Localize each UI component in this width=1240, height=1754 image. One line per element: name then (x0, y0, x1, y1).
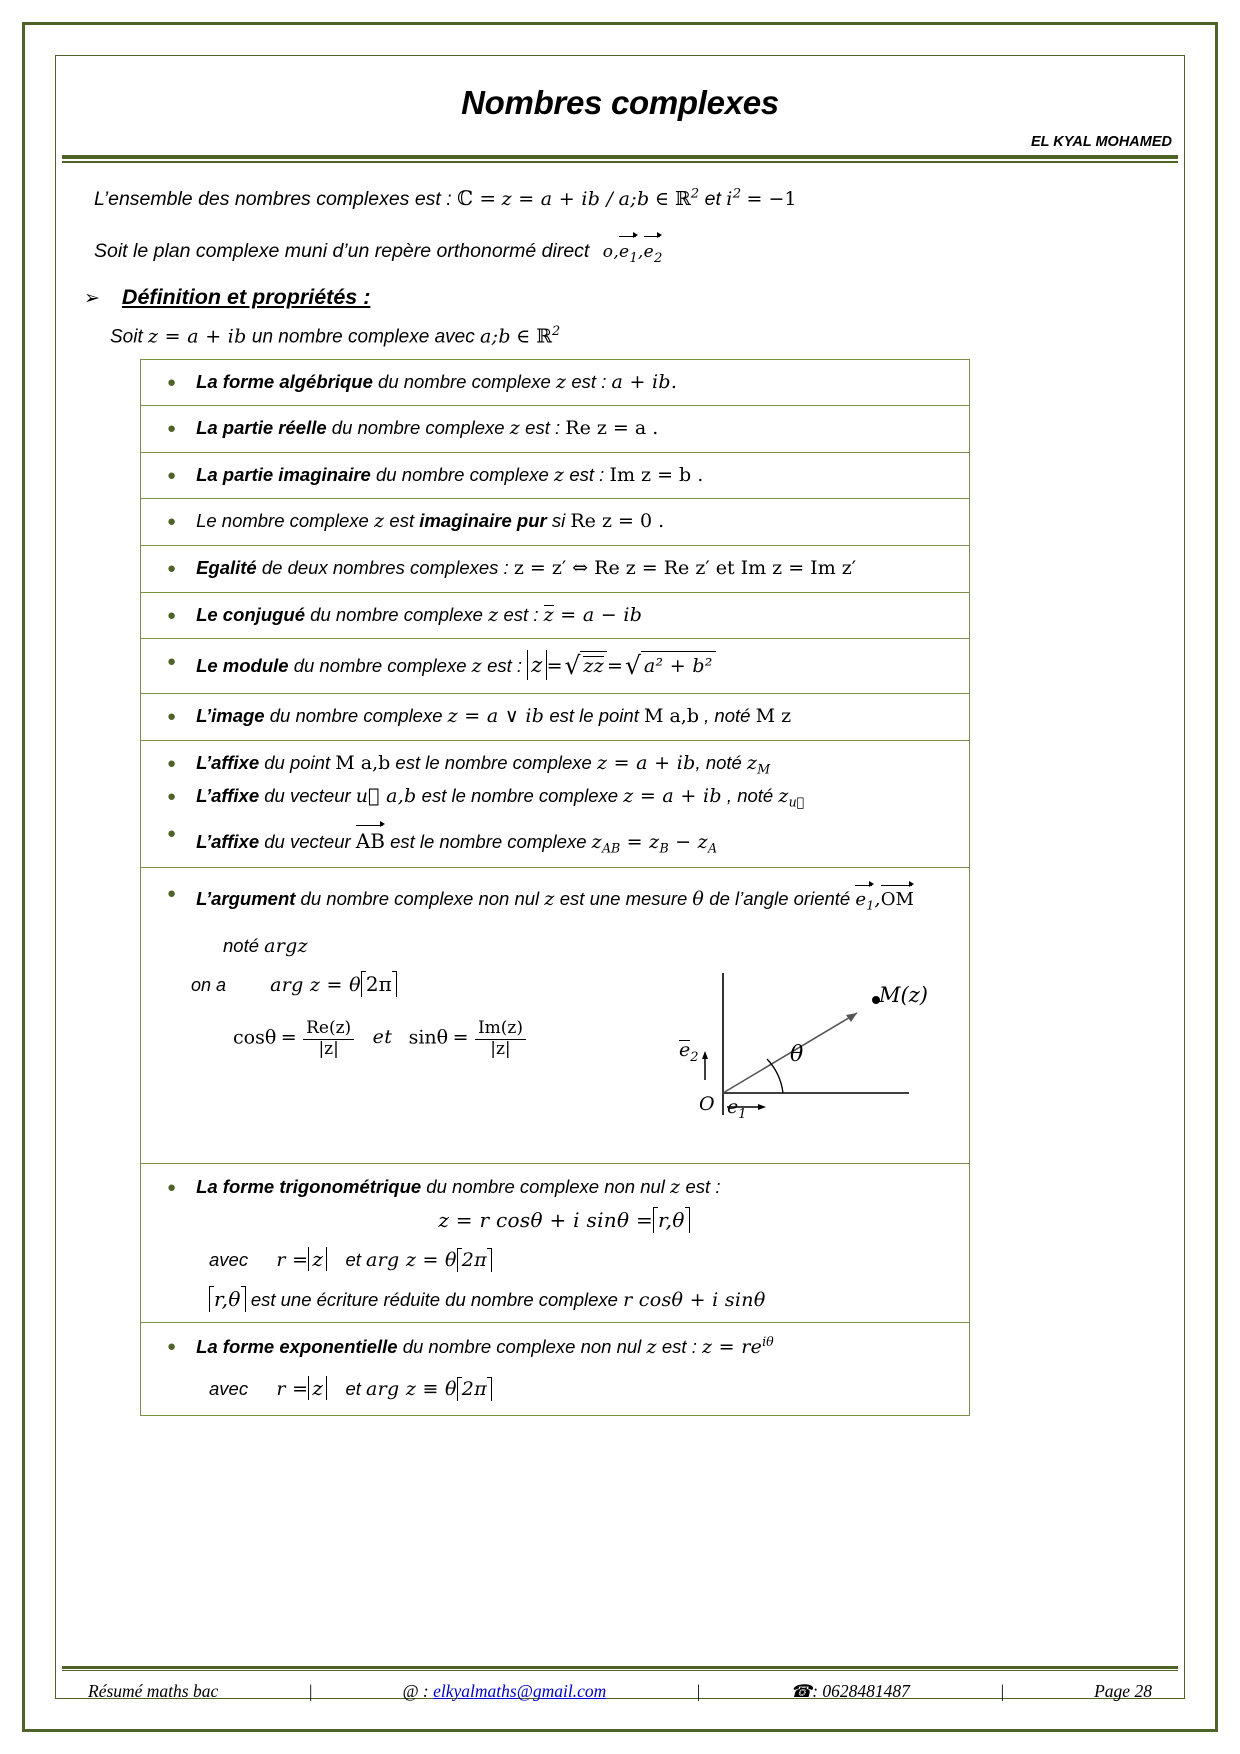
table-row (141, 546, 969, 593)
prop-text-est: est : (498, 603, 544, 625)
footer-phone-block (790, 1681, 910, 1702)
trigonometric-r-label: r = (276, 1249, 309, 1272)
footer-phone-number: : 0628481487 (812, 1681, 910, 1701)
prop-module (196, 648, 961, 684)
bullet-icon: ● (167, 754, 177, 772)
prop-text-mid: du nombre complexe (264, 705, 448, 727)
soit-math-exp: 2 (552, 324, 561, 340)
bullet-icon: ● (167, 373, 177, 391)
prop-math-eq1: = (546, 655, 563, 678)
argument-ona-label: on a (191, 974, 227, 995)
soit-line (62, 324, 1178, 348)
trigonometric-heading (167, 1174, 961, 1202)
prop-math-result: a + ib. (611, 370, 678, 393)
bullet-icon: ● (167, 708, 177, 726)
prop-math-result: Im z = b . (609, 463, 704, 486)
math-c-set: ℂ = (457, 186, 497, 210)
prop-text-est: est : (680, 1175, 721, 1197)
exponential-abs-z: z (308, 1376, 327, 1400)
prop-math-z: z (555, 370, 567, 393)
intro-line-repere (94, 231, 1178, 268)
exponential-block (141, 1323, 969, 1415)
arrow-bullet-icon: ➢ (84, 288, 100, 310)
prop-math-result-sub: u⃗ (788, 794, 805, 810)
footer-row (62, 1681, 1178, 1702)
prop-math-z: z (471, 655, 482, 678)
prop-math-zb: = z (620, 830, 660, 853)
diagram-om-arrowhead (846, 1013, 857, 1022)
argument-cos-sin-line (191, 1019, 661, 1059)
footer-separator-1: | (307, 1681, 313, 1701)
prop-text-est: est le nombre complexe (416, 784, 624, 806)
prop-partie-reelle (196, 415, 961, 443)
exponential-avec-label: avec (209, 1378, 249, 1400)
prop-label: La forme exponentielle (196, 1336, 398, 1358)
prop-math-result: z = z′ ⇔ Re z = Re z′ et Im z = Im z′ (513, 556, 857, 579)
prop-text-mid: du vecteur (259, 784, 356, 806)
footer-email-block (402, 1681, 606, 1702)
exponential-formula-exponent: iθ (762, 1334, 774, 1350)
prop-math-result-sub: M (757, 761, 771, 777)
prop-math-z: z = a + ib (623, 784, 722, 807)
prop-text-note: , noté (699, 705, 756, 727)
math-e1: e (619, 241, 630, 262)
prop-math-vector-om (881, 880, 914, 913)
prop-sqrt-2 (623, 648, 716, 684)
argument-note-math: argz (264, 934, 308, 957)
trigonometric-note-math: r cosθ + i sinθ (623, 1289, 766, 1312)
prop-text-est: est le point (544, 705, 644, 727)
section-title: Définition et propriétés : (121, 285, 371, 310)
prop-affixe-point (196, 750, 961, 779)
prop-text-mesure: est une mesure (554, 887, 693, 909)
footer-page-number: Page 28 (1094, 1681, 1152, 1701)
prop-text-est: est : (564, 463, 610, 485)
prop-argument (196, 880, 961, 915)
page-footer (62, 1666, 1178, 1702)
prop-text-est: est : (481, 655, 528, 677)
math-i: i (726, 188, 733, 210)
prop-text-mid: du vecteur (259, 830, 356, 852)
prop-label: La forme algébrique (196, 370, 373, 392)
trigonometric-formula-bracket: r,θ (653, 1207, 690, 1233)
page-title: Nombres complexes (461, 84, 779, 121)
bullet-icon: ● (167, 824, 177, 842)
bullet-icon: ● (167, 653, 177, 671)
argument-ona-math: arg z = θ (270, 973, 361, 996)
document-header (62, 84, 1178, 163)
prop-text-est: est : (566, 370, 612, 392)
prop-math-z: z (670, 1175, 681, 1198)
phone-icon: ☎ (790, 1681, 813, 1701)
bullet-icon: ● (167, 559, 177, 577)
prop-math-vector-e1 (855, 880, 874, 915)
prop-math-result: z (746, 751, 758, 774)
prop-text-est: est : (520, 417, 566, 439)
header-divider (62, 155, 1178, 163)
prop-text-mid: du nombre complexe non nul (397, 1336, 647, 1358)
prop-text-mid: du point (259, 751, 336, 773)
exponential-arg-modulo: 2π (457, 1377, 492, 1401)
bullet-icon: ● (167, 466, 177, 484)
math-i-eq: = −1 (746, 188, 797, 210)
table-row (141, 593, 969, 640)
prop-text-est: est (384, 510, 420, 532)
math-e2-sub: 2 (653, 250, 663, 266)
prop-label: imaginaire pur (419, 510, 547, 532)
table-row (141, 781, 969, 814)
soit-math-z: z = a + ib (148, 325, 247, 348)
math-z-def: z = a + ib / (501, 188, 614, 210)
trigonometric-note-bracket: r,θ (209, 1286, 246, 1312)
prop-math-zb-sub: B (659, 840, 669, 856)
page-content (62, 62, 1178, 1692)
argument-note-label: noté (223, 934, 260, 956)
prop-text-est: est le nombre complexe (390, 751, 597, 773)
bullet-icon: ● (167, 513, 177, 531)
trigonometric-block (141, 1164, 969, 1324)
prop-math-comma: , (874, 887, 881, 910)
prop-label: Le module (196, 655, 289, 677)
prop-math-z: z = a + ib (596, 751, 696, 774)
table-row (141, 406, 969, 453)
soit-math-ab: a;b (480, 325, 511, 348)
prop-math-zab: z (591, 830, 602, 853)
prop-text-mid: du nombre complexe non nul (295, 887, 545, 909)
prop-math-result: Re z = 0 . (570, 510, 665, 533)
prop-text-start: Le nombre complexe (196, 510, 374, 532)
prop-math-vector-ab (356, 820, 385, 856)
argument-sin-den: |z| (475, 1039, 526, 1060)
prop-conjugue (196, 602, 961, 630)
prop-math-point: M a,b (643, 705, 700, 728)
table-row (141, 499, 969, 546)
prop-math-result: M z (755, 705, 792, 728)
prop-text-mid: du nombre complexe (370, 463, 554, 485)
table-row (141, 694, 969, 741)
soit-math-in: ∈ ℝ (516, 325, 552, 348)
prop-radicand-2: a² + b² (641, 651, 716, 681)
section-heading-definition (62, 285, 1178, 310)
prop-partie-imaginaire (196, 462, 961, 490)
prop-math-za-sub: A (707, 840, 718, 856)
math-ab: a;b (618, 188, 650, 210)
prop-text-mid: du nombre complexe (305, 603, 489, 625)
bullet-icon: ● (167, 1178, 177, 1196)
prop-text-mid: du nombre complexe (326, 417, 510, 439)
intro-section (62, 185, 1178, 267)
argument-note-line (167, 935, 961, 957)
diagram-label-e2-text: e (679, 1038, 691, 1061)
prop-label: L’affixe (196, 751, 260, 773)
prop-math-vector-u: u⃗ a,b (355, 784, 417, 807)
math-in-r: ∈ ℝ (654, 188, 691, 210)
intro-text-1: L’ensemble des nombres complexes est : (94, 188, 452, 210)
math-frame-comma: , (637, 241, 644, 262)
radical-sign-icon: √ (564, 651, 581, 681)
bullet-icon: ● (167, 1338, 177, 1356)
intro-et-1: et (704, 188, 721, 210)
prop-text-est: est : (656, 1336, 702, 1358)
prop-imaginaire-pur (196, 508, 961, 536)
prop-math-theta: θ (692, 887, 705, 910)
math-e2: e (643, 241, 654, 262)
soit-mid-text: un nombre complexe avec (251, 326, 475, 348)
prop-text-mid: du nombre complexe non nul (421, 1175, 671, 1197)
table-row (141, 814, 969, 868)
footer-divider (62, 1666, 1178, 1671)
table-row (141, 453, 969, 500)
bullet-icon: ● (167, 787, 177, 805)
math-origin-o: o, (602, 241, 620, 262)
prop-math-vector-ab-text: AB (355, 828, 385, 853)
table-row (141, 639, 969, 694)
footer-separator-2: | (695, 1681, 701, 1701)
intro-text-2: Soit le plan complexe muni d’un repère orthonormé direct (94, 239, 590, 262)
trigonometric-note-text: est une écriture réduite du nombre complexe (250, 1289, 624, 1311)
argument-sin-label: sinθ (408, 1026, 449, 1049)
exponential-avec-line (167, 1376, 961, 1401)
prop-math-result: z (778, 784, 789, 807)
exponential-r-label: r = (276, 1378, 309, 1401)
prop-radicand-1-text: zz (583, 655, 605, 678)
prop-affixe-vecteur-u (196, 783, 961, 812)
prop-radicand-1 (580, 651, 607, 681)
prop-math-zab-sub: AB (601, 840, 621, 856)
argument-formulas (167, 965, 661, 1155)
argument-heading (167, 880, 961, 915)
math-i-exp: 2 (732, 186, 742, 202)
prop-image (196, 703, 961, 731)
prop-label: L’affixe (196, 784, 260, 806)
prop-math-point: M a,b (335, 751, 391, 774)
prop-egalite (196, 555, 961, 583)
exponential-arg-math: arg z ≡ θ (366, 1378, 457, 1401)
math-e1-sub: 1 (629, 250, 638, 266)
prop-text-est: est le nombre complexe (384, 830, 592, 852)
author-name: EL KYAL MOHAMED (1031, 134, 1172, 150)
argument-cos-label: cosθ (233, 1026, 277, 1049)
prop-math-z: z (488, 603, 499, 626)
argument-sin-eq: = (452, 1026, 469, 1049)
prop-label: L’affixe (196, 830, 260, 852)
argument-body (167, 965, 961, 1155)
argument-ona-modulo: 2π (361, 971, 397, 997)
table-row (141, 741, 969, 781)
math-r-exp: 2 (690, 186, 700, 202)
diagram-label-e2 (679, 1039, 698, 1065)
diagram-label-e1-sub: 1 (738, 1106, 747, 1122)
diagram-label-origin: O (699, 1092, 715, 1115)
prop-math-eq2: = (607, 655, 623, 678)
argument-cos-fraction (303, 1019, 354, 1059)
diagram-label-theta: θ (790, 1041, 804, 1067)
soit-prefix: Soit (110, 326, 143, 348)
trigonometric-arg-math: arg z = θ (366, 1249, 457, 1272)
prop-text-note: , noté (695, 751, 747, 773)
argument-block (141, 868, 969, 1164)
trigonometric-et-label: et (345, 1249, 361, 1271)
prop-math-za: − z (668, 830, 708, 853)
prop-math-z: z (544, 887, 555, 910)
diagram-angle-arc (767, 1059, 783, 1093)
trigonometric-avec-line (167, 1247, 961, 1272)
diagram-e2-arrowhead (702, 1051, 708, 1059)
prop-sqrt-1 (562, 648, 607, 684)
trigonometric-note-line (167, 1286, 961, 1312)
prop-math-z: z (373, 510, 385, 533)
prop-forme-algebrique (196, 369, 961, 397)
diagram-label-e1 (727, 1096, 746, 1122)
intro-line-ensemble (94, 185, 1178, 213)
argument-ona-line (191, 971, 661, 997)
diagram-label-e2-sub: 2 (690, 1049, 699, 1065)
prop-label: Le conjugué (196, 603, 306, 625)
trigonometric-formula (167, 1207, 961, 1233)
prop-math-z: z (646, 1336, 657, 1359)
prop-text-mid: de deux nombres complexes : (256, 556, 514, 578)
table-row (141, 360, 969, 407)
prop-label: La partie imaginaire (196, 463, 371, 485)
footer-email-prefix: @ : (402, 1681, 434, 1701)
trigonometric-formula-text: z = r cosθ + i sinθ = (438, 1208, 654, 1233)
trigonometric-arg-modulo: 2π (457, 1248, 492, 1272)
exponential-et-label: et (345, 1378, 361, 1400)
prop-text-angle: de l’angle orienté (704, 887, 856, 909)
radical-sign-icon: √ (624, 651, 641, 681)
prop-math-e1-sub: 1 (866, 898, 875, 913)
prop-forme-trigonometrique (196, 1174, 961, 1202)
diagram-label-e1-text: e (727, 1095, 739, 1118)
argument-et-label: et (372, 1026, 393, 1049)
prop-math-zbar: z (543, 603, 554, 626)
argument-cos-eq: = (280, 1026, 297, 1049)
prop-math-z: z (509, 417, 521, 440)
prop-text-note: , noté (721, 784, 779, 806)
trigonometric-abs-z: z (308, 1247, 327, 1271)
prop-math-result: = a − ib (553, 603, 643, 626)
prop-text-mid: du nombre complexe (372, 370, 556, 392)
bullet-icon: ● (167, 420, 177, 438)
trigonometric-avec-label: avec (209, 1249, 249, 1271)
argument-sin-num: Im(z) (477, 1017, 523, 1038)
footer-left-label: Résumé maths bac (88, 1681, 219, 1701)
exponential-heading (167, 1333, 961, 1362)
prop-math-z: z = a ∨ ib (447, 705, 545, 728)
argand-diagram (661, 965, 961, 1155)
bullet-icon: ● (167, 606, 177, 624)
prop-label: La forme trigonométrique (196, 1175, 422, 1197)
prop-label: L’image (196, 705, 265, 727)
prop-forme-exponentielle (196, 1333, 961, 1362)
footer-email-link[interactable]: elkyalmaths@gmail.com (433, 1681, 607, 1701)
prop-math-abs-z: z (527, 650, 546, 680)
prop-math-om: OM (880, 888, 914, 910)
diagram-label-mz: M(z) (879, 982, 928, 1007)
prop-math-z: z (553, 463, 565, 486)
prop-text-si: si (546, 510, 571, 532)
argument-sin-fraction (475, 1019, 526, 1059)
prop-label: L’argument (196, 887, 296, 909)
argument-cos-num: Re(z) (306, 1017, 352, 1038)
argument-cos-den: |z| (303, 1039, 354, 1060)
diagram-e1-arrowhead (758, 1104, 766, 1110)
prop-affixe-vecteur-ab (196, 820, 961, 858)
footer-separator-3: | (999, 1681, 1005, 1701)
prop-label: Egalité (196, 556, 257, 578)
prop-label: La partie réelle (196, 417, 327, 439)
properties-table (140, 359, 970, 1416)
bullet-icon: ● (167, 884, 177, 902)
exponential-formula: z = re (702, 1336, 763, 1359)
prop-math-result: Re z = a . (565, 417, 659, 440)
prop-text-mid: du nombre complexe (288, 655, 472, 677)
prop-math-e1: e (855, 888, 867, 910)
